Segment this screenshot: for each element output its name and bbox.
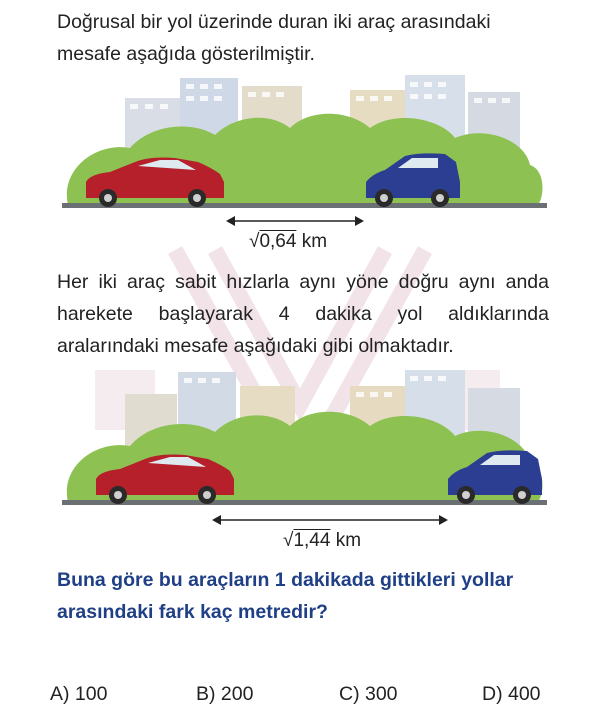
option-c[interactable]: C) 300 [339, 683, 398, 705]
option-d[interactable]: D) 400 [482, 683, 541, 705]
intro-text: Doğrusal bir yol üzerinde duran iki araç arasındaki mesafe aşağıda gösterilmiştir. [57, 11, 491, 65]
option-a[interactable]: A) 100 [50, 683, 108, 705]
middle-text: Her iki araç sabit hızlarla aynı yöne doğru aynı anda harekete başlayarak 4 dakika yol aldıklarında aralarındaki mesafe aşağıdaki gibi olmaktadır. [57, 271, 549, 357]
distance-arrow-2 [0, 511, 600, 531]
distance-arrow-1 [0, 212, 600, 232]
distance-label-2: √1,44 km [283, 530, 362, 551]
question-text: Buna göre bu araçların 1 dakikada gittikleri yollar arasındaki fark kaç metredir? [57, 569, 514, 623]
scene-initial [0, 70, 600, 215]
answer-options [0, 683, 600, 713]
sqrt-icon: √ [283, 530, 294, 551]
sqrt-icon: √ [249, 231, 260, 252]
distance-label-1: √0,64 km [249, 231, 328, 252]
road-2 [62, 500, 547, 505]
scene-after [0, 362, 600, 512]
road [62, 203, 547, 208]
option-b[interactable]: B) 200 [196, 683, 254, 705]
